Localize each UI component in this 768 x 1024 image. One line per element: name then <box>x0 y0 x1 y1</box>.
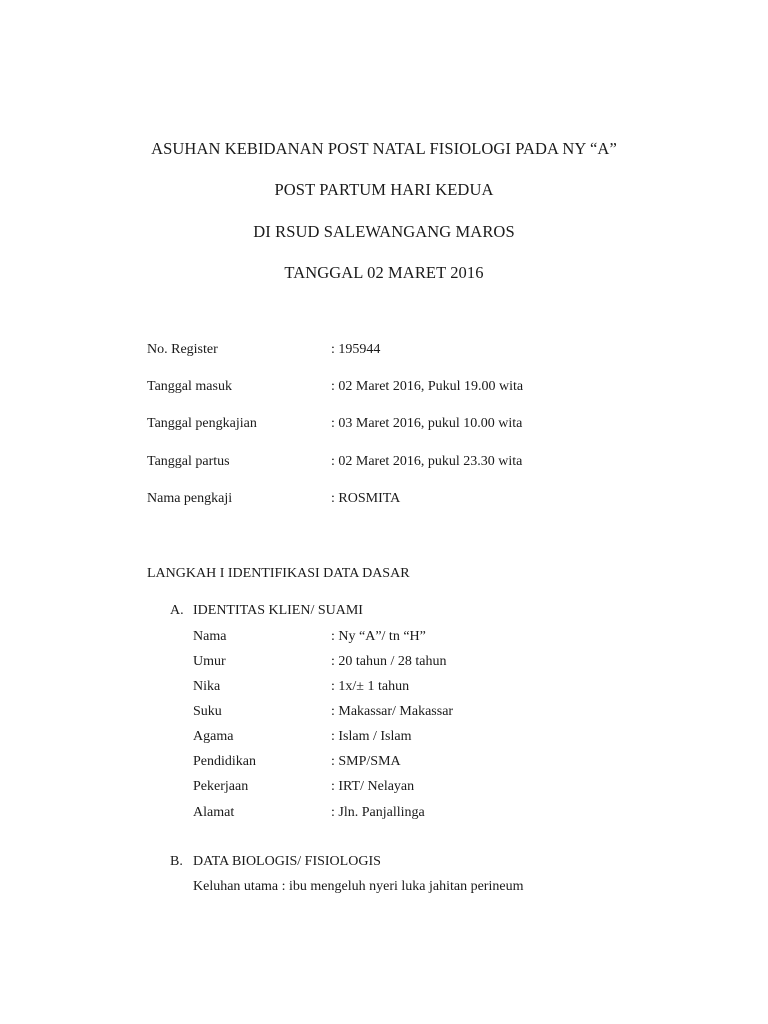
identity-value: : Ny “A”/ tn “H” <box>331 629 426 644</box>
section-title: DATA BIOLOGIS/ FISIOLOGIS <box>193 854 381 869</box>
registration-label: Tanggal partus <box>147 454 230 469</box>
registration-value: : 02 Maret 2016, pukul 23.30 wita <box>331 454 523 469</box>
document-subtitle-postpartum-day: POST PARTUM HARI KEDUA <box>274 180 494 199</box>
identity-label: Nama <box>193 629 227 644</box>
registration-value: : 02 Maret 2016, Pukul 19.00 wita <box>331 379 524 394</box>
identity-value: : Islam / Islam <box>331 729 412 744</box>
section-marker: B. <box>170 854 183 869</box>
identity-label: Umur <box>193 654 226 669</box>
identity-value: : Jln. Panjallinga <box>331 805 425 820</box>
document-subtitle-date: TANGGAL 02 MARET 2016 <box>284 263 484 282</box>
identity-label: Pendidikan <box>193 754 256 769</box>
identity-value: : 1x/± 1 tahun <box>331 679 410 694</box>
registration-label: Tanggal masuk <box>147 379 232 394</box>
section-title: IDENTITAS KLIEN/ SUAMI <box>193 603 363 618</box>
section-marker: A. <box>170 603 184 618</box>
identity-label: Pekerjaan <box>193 779 249 794</box>
identity-label: Nika <box>193 679 221 694</box>
identity-value: : IRT/ Nelayan <box>331 779 415 794</box>
identity-label: Alamat <box>193 805 235 820</box>
main-complaint: Keluhan utama : ibu mengeluh nyeri luka jahitan perineum <box>193 879 524 894</box>
registration-value: : 195944 <box>331 342 381 357</box>
identity-value: : SMP/SMA <box>331 754 401 769</box>
identity-label: Agama <box>193 729 234 744</box>
registration-label: Nama pengkaji <box>147 491 233 506</box>
identity-value: : 20 tahun / 28 tahun <box>331 654 447 669</box>
step-heading: LANGKAH I IDENTIFIKASI DATA DASAR <box>147 566 410 581</box>
document-title: ASUHAN KEBIDANAN POST NATAL FISIOLOGI PADA NY “A” <box>151 139 617 158</box>
registration-value: : ROSMITA <box>331 491 401 506</box>
identity-value: : Makassar/ Makassar <box>331 704 454 719</box>
document-subtitle-hospital: DI RSUD SALEWANGANG MAROS <box>253 222 515 241</box>
registration-label: Tanggal pengkajian <box>147 416 257 431</box>
registration-value: : 03 Maret 2016, pukul 10.00 wita <box>331 416 523 431</box>
identity-label: Suku <box>193 704 222 719</box>
registration-label: No. Register <box>147 342 218 357</box>
